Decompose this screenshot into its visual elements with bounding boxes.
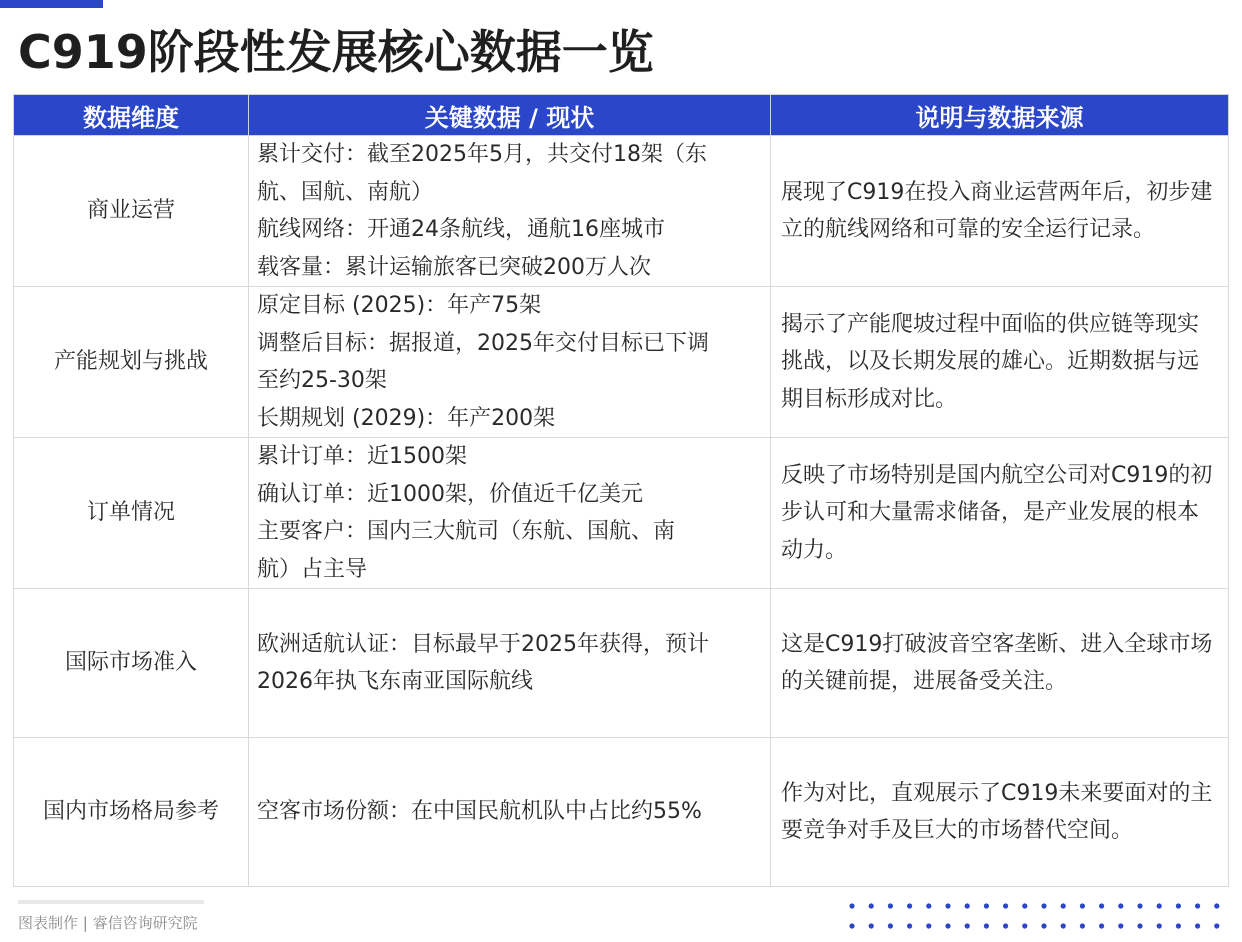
dot — [926, 923, 931, 928]
dot — [1022, 923, 1027, 928]
dot — [849, 903, 854, 908]
key-data-line: 载客量：累计运输旅客已突破200万人次 — [257, 254, 651, 280]
key-data-cell — [249, 589, 771, 738]
key-data-line: 至约25-30架 — [257, 368, 387, 393]
dot — [984, 903, 989, 908]
dot — [907, 903, 912, 908]
dot — [1137, 923, 1142, 928]
dot — [869, 903, 874, 908]
key-data-line: 欧洲适航认证：目标最早于2025年获得，预计 — [257, 631, 709, 657]
decorative-dots — [840, 896, 1230, 936]
key-data-line: 空客市场份额：在中国民航机队中占比约55% — [257, 799, 702, 825]
dot — [926, 903, 931, 908]
key-data-line: 航）占主导 — [257, 556, 368, 582]
key-data-cell — [249, 136, 771, 287]
dot — [945, 903, 950, 908]
key-data-line: 航、国航、南航） — [257, 179, 434, 205]
dot — [1080, 903, 1085, 908]
header-key-data: 关键数据 / 现状 — [249, 95, 771, 136]
dot — [1157, 903, 1162, 908]
table-row — [14, 589, 1229, 738]
key-data-line: 累计交付：截至2025年5月，共交付18架（东 — [257, 142, 707, 167]
key-data-cell — [249, 287, 771, 438]
key-data-line: 长期规划 (2029)：年产200架 — [257, 405, 556, 431]
data-table — [13, 94, 1229, 887]
header-dimension: 数据维度 — [14, 95, 249, 136]
dot — [1214, 903, 1219, 908]
dot — [1022, 903, 1027, 908]
dimension-cell: 商业运营 — [14, 136, 249, 287]
key-data-line: 航线网络：开通24条航线，通航16座城市 — [257, 217, 665, 242]
dot — [888, 903, 893, 908]
dot — [1061, 923, 1066, 928]
dimension-cell: 订单情况 — [14, 438, 249, 589]
dot — [1041, 923, 1046, 928]
dot — [1003, 923, 1008, 928]
note-cell: 展现了C919在投入商业运营两年后，初步建立的航线网络和可靠的安全运行记录。 — [771, 136, 1229, 287]
dot — [1099, 903, 1104, 908]
key-data-line: 调整后目标：据报道，2025年交付目标已下调 — [257, 330, 709, 356]
dot — [1118, 903, 1123, 908]
dot — [1195, 903, 1200, 908]
dimension-cell: 产能规划与挑战 — [14, 287, 249, 438]
key-data-line: 2026年执飞东南亚国际航线 — [257, 669, 533, 694]
dot — [1137, 903, 1142, 908]
dot — [1041, 903, 1046, 908]
key-data-cell — [249, 438, 771, 589]
footer-credit: 图表制作 | 睿信咨询研究院 — [18, 914, 198, 932]
key-data-line: 确认订单：近1000架，价值近千亿美元 — [257, 481, 643, 507]
dot — [1176, 923, 1181, 928]
key-data-line: 原定目标 (2025)：年产75架 — [257, 293, 542, 318]
dot — [1061, 903, 1066, 908]
dot — [945, 923, 950, 928]
dot — [1157, 923, 1162, 928]
key-data-line: 累计订单：近1500架 — [257, 444, 467, 469]
dot — [1214, 923, 1219, 928]
dot — [1080, 923, 1085, 928]
dimension-cell: 国际市场准入 — [14, 589, 249, 738]
table-row — [14, 738, 1229, 887]
table-row — [14, 136, 1229, 287]
note-cell: 反映了市场特别是国内航空公司对C919的初步认可和大量需求储备，是产业发展的根本动力。 — [771, 438, 1229, 589]
dot — [965, 903, 970, 908]
dot — [888, 923, 893, 928]
table-row — [14, 438, 1229, 589]
dot — [965, 923, 970, 928]
dot — [1176, 903, 1181, 908]
accent-bar — [0, 0, 103, 8]
header-note: 说明与数据来源 — [771, 95, 1229, 136]
dot — [1118, 923, 1123, 928]
page-title: C919阶段性发展核心数据一览 — [18, 25, 654, 79]
dot — [907, 923, 912, 928]
key-data-cell — [249, 738, 771, 887]
dot — [1195, 923, 1200, 928]
table-header-row — [14, 95, 1229, 136]
note-cell: 这是C919打破波音空客垄断、进入全球市场的关键前提，进展备受关注。 — [771, 589, 1229, 738]
note-cell: 揭示了产能爬坡过程中面临的供应链等现实挑战，以及长期发展的雄心。近期数据与远期目标形成对比。 — [771, 287, 1229, 438]
key-data-line: 主要客户：国内三大航司（东航、国航、南 — [257, 519, 676, 544]
dimension-cell: 国内市场格局参考 — [14, 738, 249, 887]
note-cell: 作为对比，直观展示了C919未来要面对的主要竞争对手及巨大的市场替代空间。 — [771, 738, 1229, 887]
dot — [869, 923, 874, 928]
dot — [1099, 923, 1104, 928]
footer-divider — [18, 900, 204, 904]
dot — [984, 923, 989, 928]
dot — [849, 923, 854, 928]
table-row — [14, 287, 1229, 438]
dot — [1003, 903, 1008, 908]
